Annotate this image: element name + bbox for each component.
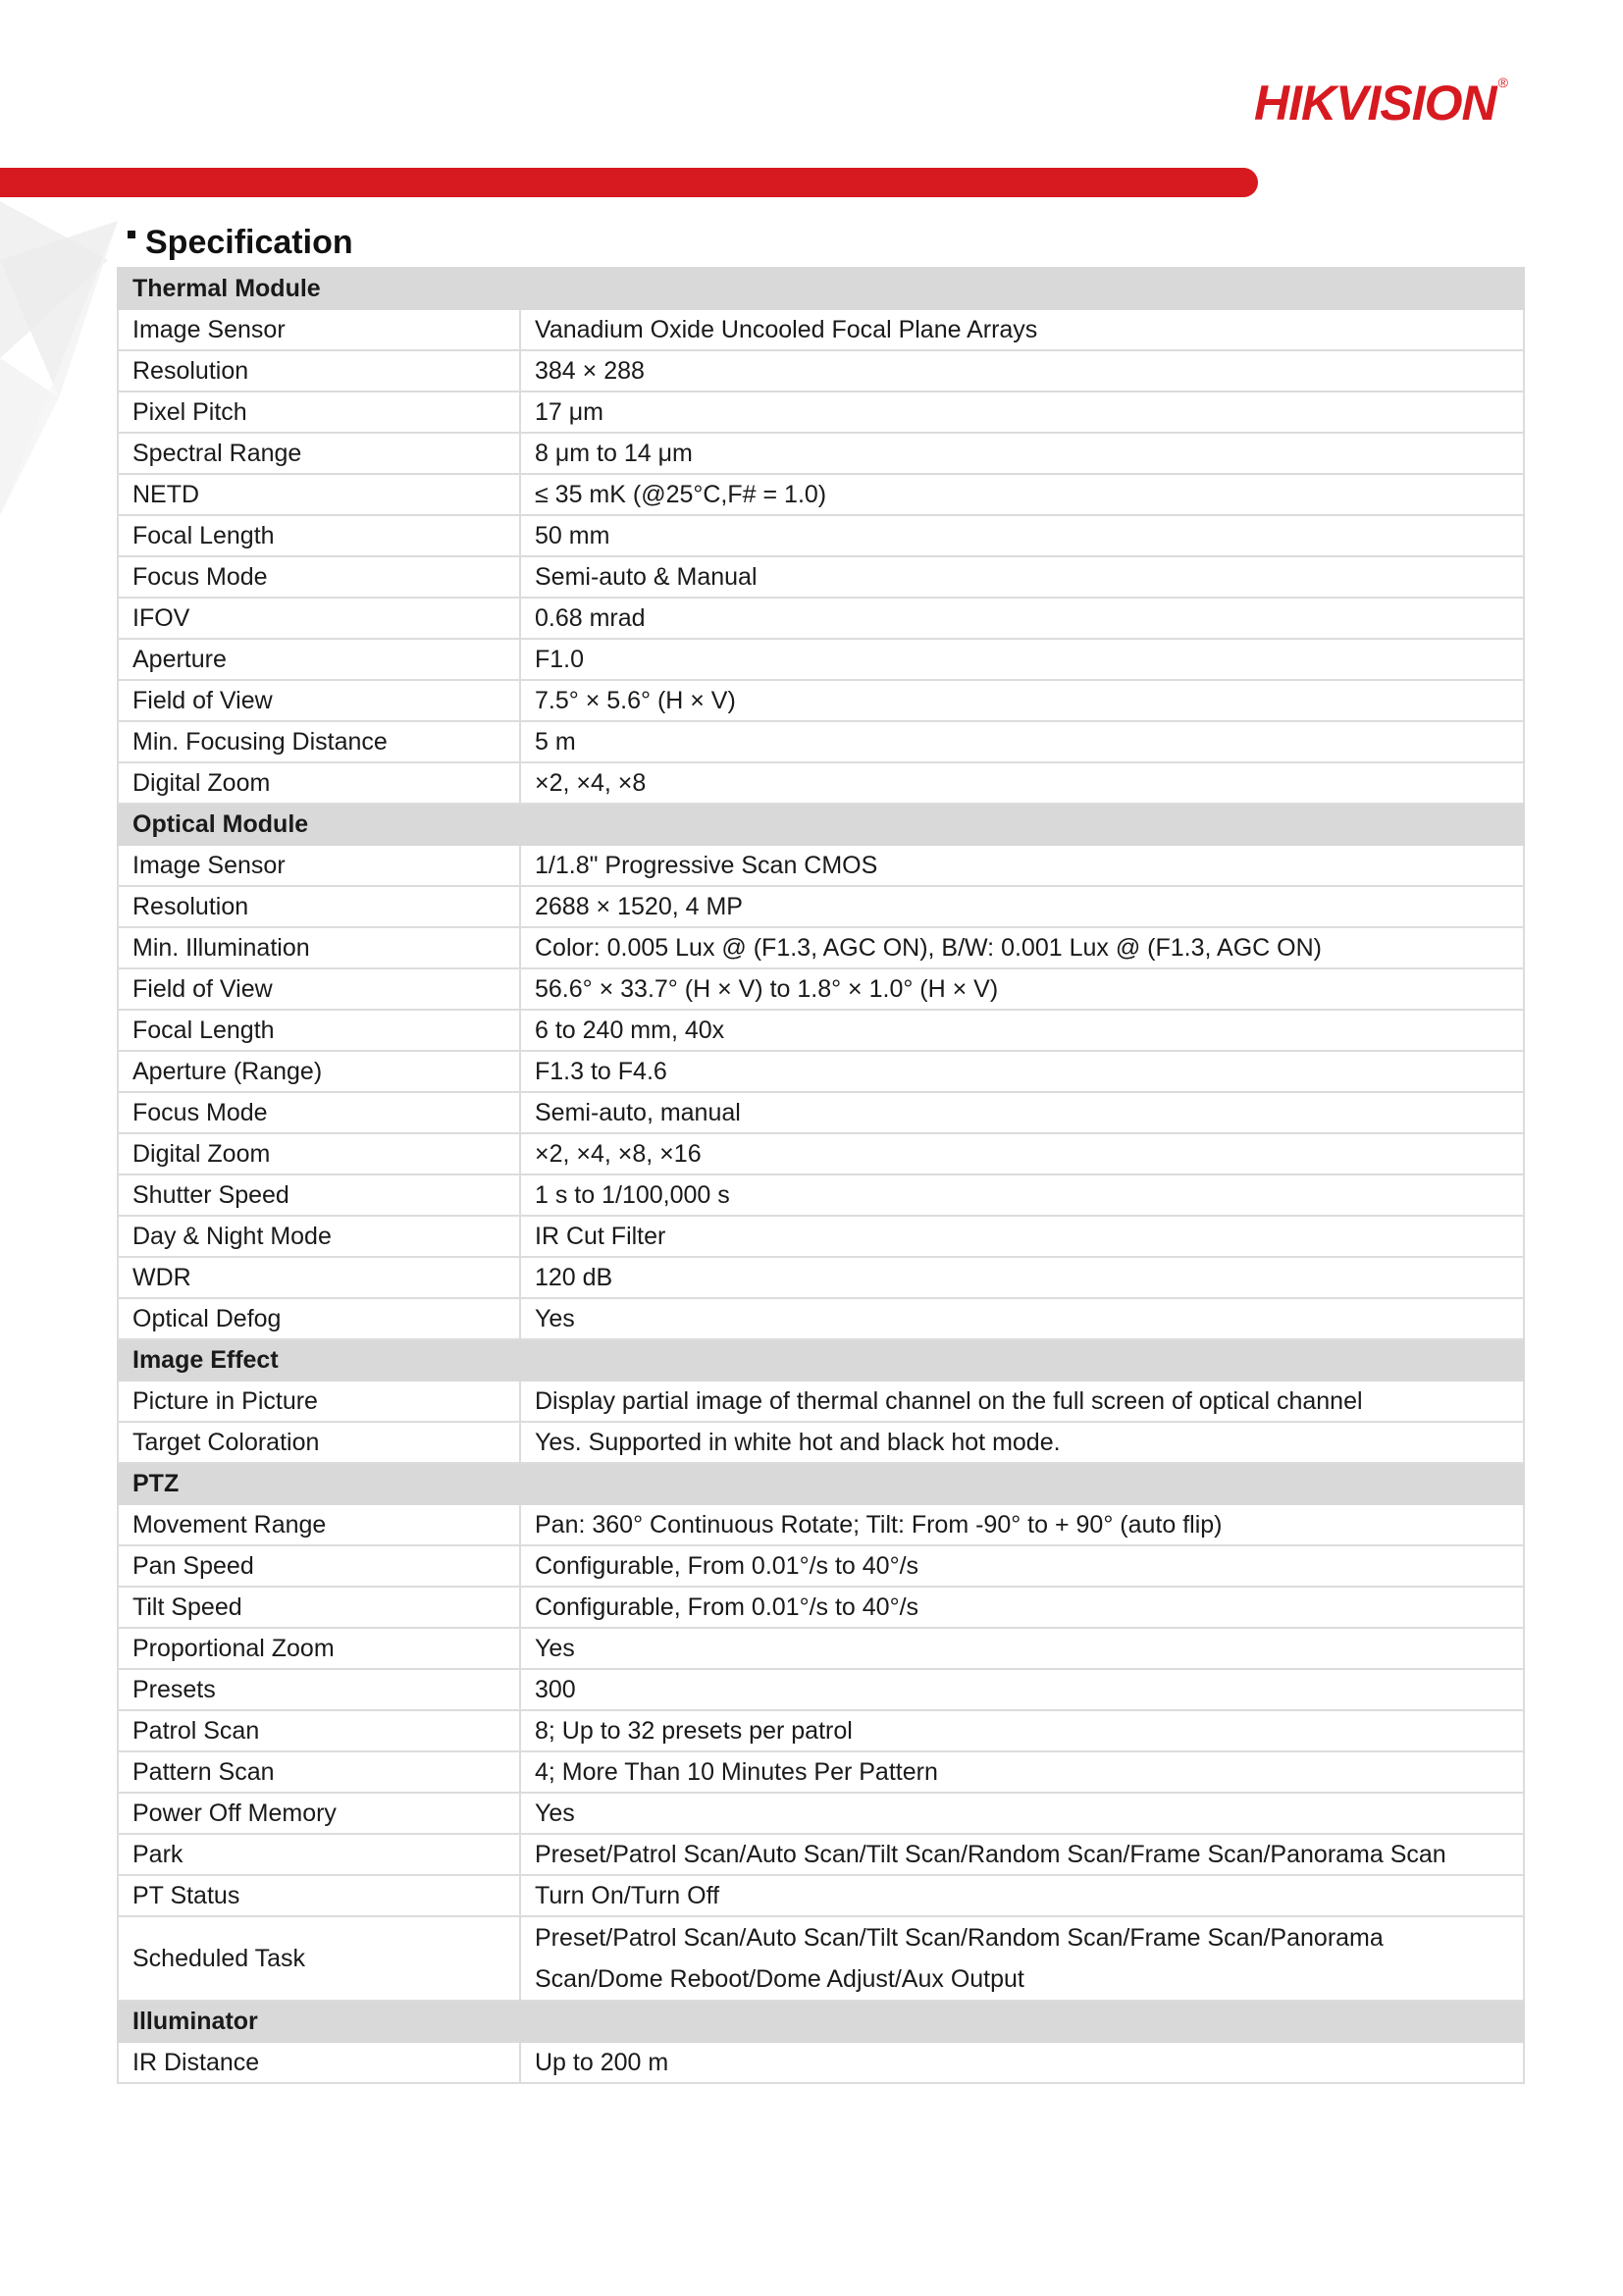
table-row xyxy=(118,1504,1524,1545)
section-header-row xyxy=(118,268,1524,309)
hikvision-logo xyxy=(1254,75,1507,131)
spec-label: Target Coloration xyxy=(118,1422,520,1463)
spec-value: Vanadium Oxide Uncooled Focal Plane Arrays xyxy=(520,309,1524,350)
table-row xyxy=(118,1381,1524,1422)
table-row xyxy=(118,1587,1524,1628)
spec-label: Image Sensor xyxy=(118,309,520,350)
section-heading: Optical Module xyxy=(118,804,520,845)
spec-value: Color: 0.005 Lux @ (F1.3, AGC ON), B/W: 0.001 Lux @ (F1.3, AGC ON) xyxy=(520,927,1524,968)
spec-label: Shutter Speed xyxy=(118,1174,520,1216)
spec-label: IFOV xyxy=(118,598,520,639)
spec-value: 5 m xyxy=(520,721,1524,762)
spec-label: Spectral Range xyxy=(118,433,520,474)
spec-value: 0.68 mrad xyxy=(520,598,1524,639)
table-row xyxy=(118,968,1524,1010)
table-row xyxy=(118,1257,1524,1298)
spec-value: 1/1.8" Progressive Scan CMOS xyxy=(520,845,1524,886)
section-header-row xyxy=(118,2001,1524,2042)
spec-label: Pixel Pitch xyxy=(118,391,520,433)
spec-value: IR Cut Filter xyxy=(520,1216,1524,1257)
spec-value: Yes xyxy=(520,1298,1524,1339)
spec-label: Resolution xyxy=(118,886,520,927)
spec-label: Power Off Memory xyxy=(118,1793,520,1834)
section-heading-blank xyxy=(520,2001,1524,2042)
spec-value: Display partial image of thermal channel on the full screen of optical channel xyxy=(520,1381,1524,1422)
table-row xyxy=(118,721,1524,762)
table-row xyxy=(118,350,1524,391)
spec-label: Patrol Scan xyxy=(118,1710,520,1751)
spec-value: ×2, ×4, ×8, ×16 xyxy=(520,1133,1524,1174)
spec-value: 8; Up to 32 presets per patrol xyxy=(520,1710,1524,1751)
table-row xyxy=(118,1669,1524,1710)
spec-value: Yes. Supported in white hot and black hot mode. xyxy=(520,1422,1524,1463)
table-row xyxy=(118,1092,1524,1133)
spec-label: Pan Speed xyxy=(118,1545,520,1587)
spec-label: Focal Length xyxy=(118,515,520,556)
spec-value: Configurable, From 0.01°/s to 40°/s xyxy=(520,1545,1524,1587)
table-row xyxy=(118,1174,1524,1216)
table-row xyxy=(118,1422,1524,1463)
table-row xyxy=(118,927,1524,968)
table-row xyxy=(118,1710,1524,1751)
spec-value: Configurable, From 0.01°/s to 40°/s xyxy=(520,1587,1524,1628)
table-row xyxy=(118,1751,1524,1793)
spec-label: Resolution xyxy=(118,350,520,391)
table-row xyxy=(118,515,1524,556)
section-heading-blank xyxy=(520,1463,1524,1504)
spec-value: 8 μm to 14 μm xyxy=(520,433,1524,474)
spec-label: Min. Focusing Distance xyxy=(118,721,520,762)
section-header-row xyxy=(118,1463,1524,1504)
registered-mark: ® xyxy=(1497,75,1507,90)
header-red-bar xyxy=(0,168,1258,197)
spec-label: Focus Mode xyxy=(118,556,520,598)
spec-label: Aperture xyxy=(118,639,520,680)
section-heading: PTZ xyxy=(118,1463,520,1504)
table-row xyxy=(118,2042,1524,2083)
spec-label: Focal Length xyxy=(118,1010,520,1051)
spec-value: ≤ 35 mK (@25°C,F# = 1.0) xyxy=(520,474,1524,515)
spec-label: Min. Illumination xyxy=(118,927,520,968)
table-row xyxy=(118,598,1524,639)
spec-label: Park xyxy=(118,1834,520,1875)
table-row xyxy=(118,886,1524,927)
spec-label: PT Status xyxy=(118,1875,520,1916)
spec-value: Semi-auto & Manual xyxy=(520,556,1524,598)
section-heading-blank xyxy=(520,804,1524,845)
spec-value: Semi-auto, manual xyxy=(520,1092,1524,1133)
table-row xyxy=(118,845,1524,886)
spec-value: 1 s to 1/100,000 s xyxy=(520,1174,1524,1216)
table-row xyxy=(118,762,1524,804)
spec-label: Scheduled Task xyxy=(118,1916,520,2001)
table-row xyxy=(118,391,1524,433)
spec-value: 4; More Than 10 Minutes Per Pattern xyxy=(520,1751,1524,1793)
spec-label: Proportional Zoom xyxy=(118,1628,520,1669)
title-bullet xyxy=(128,231,135,238)
table-row xyxy=(118,1133,1524,1174)
section-header-row xyxy=(118,1339,1524,1381)
table-row xyxy=(118,309,1524,350)
spec-value: 7.5° × 5.6° (H × V) xyxy=(520,680,1524,721)
spec-label: WDR xyxy=(118,1257,520,1298)
spec-value: 50 mm xyxy=(520,515,1524,556)
section-heading: Image Effect xyxy=(118,1339,520,1381)
spec-label: Pattern Scan xyxy=(118,1751,520,1793)
spec-value: ×2, ×4, ×8 xyxy=(520,762,1524,804)
spec-label: Image Sensor xyxy=(118,845,520,886)
table-row xyxy=(118,680,1524,721)
spec-label: Picture in Picture xyxy=(118,1381,520,1422)
table-row xyxy=(118,1628,1524,1669)
table-row xyxy=(118,639,1524,680)
specification-table xyxy=(117,267,1525,2084)
spec-value: 300 xyxy=(520,1669,1524,1710)
table-row xyxy=(118,1010,1524,1051)
table-row xyxy=(118,1216,1524,1257)
spec-label: Day & Night Mode xyxy=(118,1216,520,1257)
spec-value: F1.0 xyxy=(520,639,1524,680)
spec-value: Yes xyxy=(520,1628,1524,1669)
spec-label: Digital Zoom xyxy=(118,1133,520,1174)
spec-label: Focus Mode xyxy=(118,1092,520,1133)
spec-value: F1.3 to F4.6 xyxy=(520,1051,1524,1092)
spec-value: Preset/Patrol Scan/Auto Scan/Tilt Scan/Random Scan/Frame Scan/Panorama Scan xyxy=(520,1834,1524,1875)
spec-label: Digital Zoom xyxy=(118,762,520,804)
section-heading: Illuminator xyxy=(118,2001,520,2042)
spec-label: Aperture (Range) xyxy=(118,1051,520,1092)
table-row xyxy=(118,1834,1524,1875)
spec-label: Optical Defog xyxy=(118,1298,520,1339)
table-row xyxy=(118,556,1524,598)
spec-value: 17 μm xyxy=(520,391,1524,433)
page-title-text: Specification xyxy=(145,224,353,261)
spec-label: NETD xyxy=(118,474,520,515)
section-heading: Thermal Module xyxy=(118,268,520,309)
spec-value: 2688 × 1520, 4 MP xyxy=(520,886,1524,927)
spec-value: Up to 200 m xyxy=(520,2042,1524,2083)
spec-label: Field of View xyxy=(118,680,520,721)
section-heading-blank xyxy=(520,268,1524,309)
page-title xyxy=(128,224,353,262)
spec-value: Pan: 360° Continuous Rotate; Tilt: From -90° to + 90° (auto flip) xyxy=(520,1504,1524,1545)
spec-value: 384 × 288 xyxy=(520,350,1524,391)
section-heading-blank xyxy=(520,1339,1524,1381)
table-row xyxy=(118,1875,1524,1916)
spec-label: Tilt Speed xyxy=(118,1587,520,1628)
spec-label: Field of View xyxy=(118,968,520,1010)
spec-value: 56.6° × 33.7° (H × V) to 1.8° × 1.0° (H × V) xyxy=(520,968,1524,1010)
spec-value: Yes xyxy=(520,1793,1524,1834)
table-row xyxy=(118,1298,1524,1339)
logo-text: HIKVISION xyxy=(1254,76,1496,130)
spec-value: 6 to 240 mm, 40x xyxy=(520,1010,1524,1051)
spec-label: Movement Range xyxy=(118,1504,520,1545)
section-header-row xyxy=(118,804,1524,845)
table-row xyxy=(118,1793,1524,1834)
spec-value: 120 dB xyxy=(520,1257,1524,1298)
decorative-triangles xyxy=(0,201,128,525)
table-row xyxy=(118,1051,1524,1092)
spec-label: IR Distance xyxy=(118,2042,520,2083)
table-row xyxy=(118,433,1524,474)
table-row xyxy=(118,474,1524,515)
spec-label: Presets xyxy=(118,1669,520,1710)
spec-value: Preset/Patrol Scan/Auto Scan/Tilt Scan/Random Scan/Frame Scan/Panorama Scan/Dome Reboot/Dome Adjust/Aux Output xyxy=(520,1916,1524,2001)
table-row xyxy=(118,1545,1524,1587)
spec-value: Turn On/Turn Off xyxy=(520,1875,1524,1916)
table-row xyxy=(118,1916,1524,2001)
